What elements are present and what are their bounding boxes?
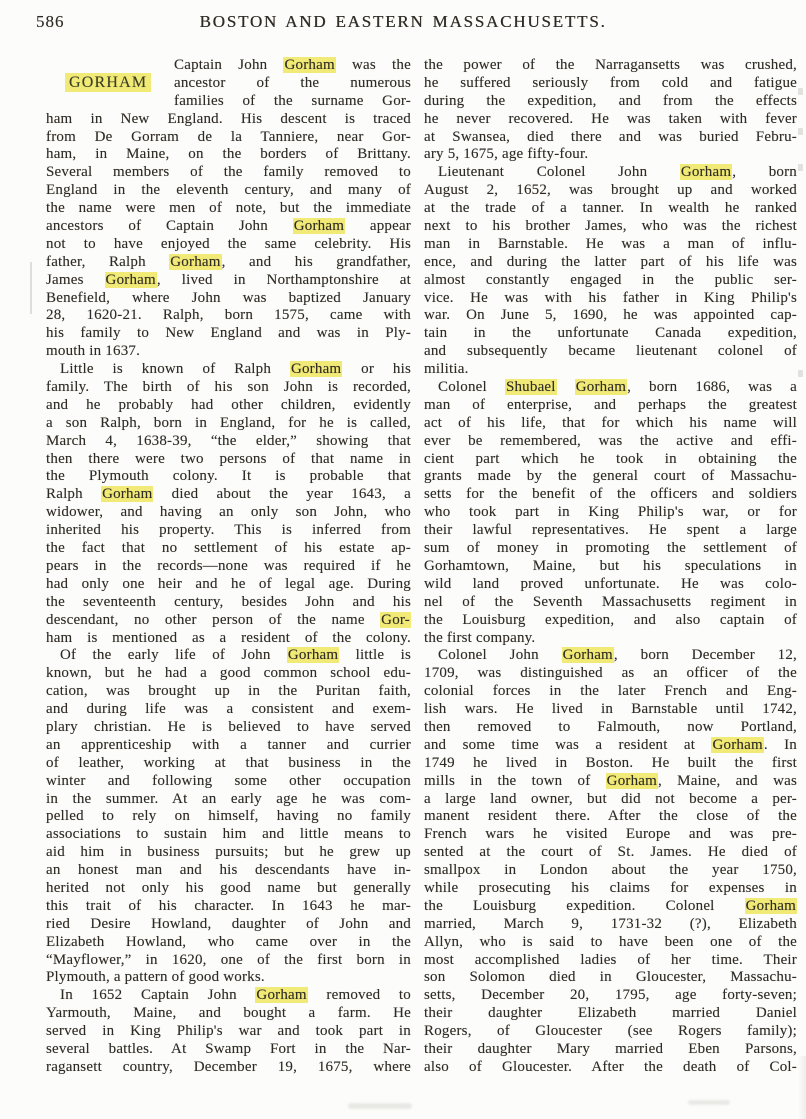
text-line bbox=[424, 844, 797, 862]
page-number: 586 bbox=[36, 12, 65, 31]
text-run: the Louisburg expedition, and also captain of bbox=[424, 611, 797, 628]
text-line bbox=[46, 540, 411, 558]
text-line bbox=[424, 773, 797, 791]
text-run: married, March 9, 1731-32 (?), Elizabeth bbox=[424, 915, 797, 932]
text-run: associations to sustain him and little means to bbox=[46, 826, 411, 843]
text-line bbox=[46, 164, 411, 182]
text-run: In 1652 Captain John bbox=[60, 987, 256, 1004]
text-run: almost constantly engaged in the public ser- bbox=[424, 271, 797, 288]
text-run: Several members of the family removed to bbox=[46, 164, 411, 181]
text-line bbox=[424, 558, 797, 576]
scan-artifact bbox=[348, 1103, 412, 1109]
text-run: and subsequently became lieutenant colonel of bbox=[424, 343, 797, 360]
search-highlight: Gorham bbox=[105, 271, 156, 288]
text-line bbox=[46, 397, 411, 415]
text-line bbox=[424, 146, 797, 164]
text-run: ary 5, 1675, age fifty-four. bbox=[424, 146, 589, 163]
text-line bbox=[424, 630, 797, 648]
text-run: manent resident there. After the close of the bbox=[424, 808, 797, 825]
text-line bbox=[46, 737, 411, 755]
text-run: while prosecuting his claims for expenses in bbox=[424, 879, 797, 896]
text-line bbox=[46, 379, 411, 397]
text-run: then there were two persons of that name in bbox=[46, 450, 411, 467]
text-run: was the bbox=[335, 57, 411, 73]
text-line bbox=[46, 325, 411, 343]
text-line bbox=[424, 665, 797, 683]
text-run: or his bbox=[342, 361, 412, 378]
text-line bbox=[424, 898, 797, 916]
text-line bbox=[424, 129, 797, 147]
text-run: ancestors of Captain John bbox=[46, 218, 293, 235]
text-run: man of enterprise, and perhaps the greatest bbox=[424, 396, 797, 413]
text-line bbox=[46, 200, 411, 218]
text-line bbox=[424, 934, 797, 952]
text-run: had only one heir and he of legal age. During bbox=[46, 575, 411, 592]
text-line bbox=[46, 1041, 411, 1059]
text-run: cation, was brought up in the Puritan faith, bbox=[46, 683, 411, 700]
text-line bbox=[424, 1041, 797, 1059]
text-run: Of the early life of John bbox=[60, 647, 287, 664]
text-run: cient part which he took in obtaining the bbox=[424, 450, 797, 467]
text-line bbox=[424, 969, 797, 987]
text-line bbox=[46, 486, 411, 504]
text-run: ragansett country, December 19, 1675, where bbox=[46, 1058, 411, 1075]
text-line bbox=[46, 576, 411, 594]
text-run: “Mayflower,” in 1620, one of the first born in bbox=[46, 951, 411, 968]
text-line bbox=[424, 451, 797, 469]
text-run: sum of money in promoting the settlement of bbox=[424, 540, 797, 557]
text-run: appear bbox=[345, 218, 411, 235]
text-run: from De Gorram de la Tanniere, near Gor- bbox=[46, 128, 411, 145]
text-run: August 2, 1652, was brought up and worked bbox=[424, 182, 797, 199]
text-run: Elizabeth Howland, who came over in the bbox=[46, 933, 411, 950]
text-run: pears in the records—none was required if he bbox=[46, 557, 411, 574]
text-run bbox=[557, 379, 575, 395]
search-highlight: Gor- bbox=[381, 611, 410, 628]
text-run: 28, 1620-21. Ralph, born 1575, came with bbox=[46, 307, 411, 324]
text-run: Benefield, where John was baptized January bbox=[46, 289, 411, 306]
text-line bbox=[46, 862, 411, 880]
text-line bbox=[424, 361, 797, 379]
text-run: removed to bbox=[307, 987, 411, 1004]
text-run: descendant, no other person of the name bbox=[46, 611, 381, 628]
text-line bbox=[46, 844, 411, 862]
text-run: smallpox in London about the year 1750, bbox=[424, 862, 797, 879]
text-line bbox=[46, 808, 411, 826]
text-run: in the summer. At an early age he was com- bbox=[46, 790, 411, 807]
text-run: Rogers, of Gloucester (see Rogers family); bbox=[424, 1023, 797, 1040]
text-line bbox=[46, 468, 411, 486]
text-line bbox=[424, 325, 797, 343]
text-run: mills in the town of bbox=[424, 772, 606, 789]
text-line bbox=[46, 630, 411, 648]
text-line bbox=[174, 57, 411, 75]
text-run: mouth in 1637. bbox=[46, 343, 141, 360]
text-line bbox=[46, 111, 411, 129]
text-line bbox=[424, 862, 797, 880]
text-run: at the trade of a tanner. In wealth he ranked bbox=[424, 200, 797, 217]
text-run: at Swansea, died there and was buried Febru- bbox=[424, 128, 797, 145]
text-line bbox=[424, 433, 797, 451]
text-run: who took part in King Philip's war, or for bbox=[424, 504, 797, 521]
text-run: grants made by the general court of Massachu- bbox=[424, 468, 797, 485]
text-line bbox=[424, 182, 797, 200]
text-line bbox=[46, 1005, 411, 1023]
text-line bbox=[46, 218, 411, 236]
text-run: the seventeenth century, besides John and his bbox=[46, 593, 411, 610]
text-line bbox=[46, 558, 411, 576]
text-line bbox=[46, 898, 411, 916]
text-line bbox=[46, 307, 411, 325]
text-run: colonial forces in the later French and Eng- bbox=[424, 683, 797, 700]
text-line bbox=[424, 307, 797, 325]
search-highlight: Gorham bbox=[256, 987, 307, 1004]
search-highlight: GORHAM bbox=[65, 73, 151, 92]
text-line bbox=[424, 254, 797, 272]
text-line bbox=[424, 719, 797, 737]
text-run: an apprenticeship with a tanner and currier bbox=[46, 736, 411, 753]
text-run: he never recovered. He was taken with fever bbox=[424, 110, 797, 127]
running-header: BOSTON AND EASTERN MASSACHUSETTS. bbox=[199, 12, 607, 31]
text-line bbox=[46, 146, 411, 164]
text-run: Gorhamtown, Maine, but his speculations in bbox=[424, 557, 797, 574]
search-highlight: Shubael bbox=[505, 379, 556, 396]
text-line bbox=[424, 468, 797, 486]
text-run: their daughter Elizabeth married Daniel bbox=[424, 1005, 797, 1022]
text-run: families of the surname Gor- bbox=[174, 92, 411, 109]
text-line bbox=[46, 182, 411, 200]
text-run: ried Desire Howland, daughter of John and bbox=[46, 915, 411, 932]
search-highlight: Gorham bbox=[102, 486, 153, 503]
text-run: act of his life, that for which his name will bbox=[424, 414, 797, 431]
search-highlight: Gorham bbox=[170, 253, 221, 270]
text-run: next to his brother James, who was the richest bbox=[424, 218, 797, 235]
text-line bbox=[424, 701, 797, 719]
text-line bbox=[46, 934, 411, 952]
text-line bbox=[46, 916, 411, 934]
text-run: , Maine, and was bbox=[658, 772, 797, 789]
text-line bbox=[424, 683, 797, 701]
text-line bbox=[46, 1023, 411, 1041]
text-run: little is bbox=[339, 647, 411, 664]
text-line bbox=[424, 164, 797, 182]
text-run: not to have enjoyed the same celebrity. His bbox=[46, 235, 411, 252]
text-line bbox=[46, 1059, 411, 1077]
text-run: , born bbox=[732, 164, 797, 181]
text-run: the Plymouth colony. It is probable that bbox=[46, 468, 411, 485]
text-run: winter and following some other occupation bbox=[46, 772, 411, 789]
text-run: ham, in Maine, on the borders of Brittany. bbox=[46, 146, 411, 163]
text-run: died about the year 1643, a bbox=[153, 486, 411, 503]
text-run: 1709, was distinguished as an officer of the bbox=[424, 665, 797, 682]
text-run: England in the eleventh century, and many of bbox=[46, 182, 411, 199]
text-run: ancestor of the numerous bbox=[174, 74, 411, 91]
text-line bbox=[424, 522, 797, 540]
text-line bbox=[46, 236, 411, 254]
text-run: Ralph bbox=[46, 486, 102, 503]
text-run: family. The birth of his son John is recorded, bbox=[46, 379, 411, 396]
text-columns bbox=[0, 57, 806, 1077]
text-line bbox=[424, 379, 797, 397]
text-line bbox=[424, 916, 797, 934]
text-line bbox=[424, 952, 797, 970]
text-line bbox=[424, 504, 797, 522]
text-line bbox=[424, 75, 797, 93]
text-run: the first company. bbox=[424, 629, 536, 646]
search-highlight: Gorham bbox=[562, 647, 613, 664]
text-line bbox=[46, 719, 411, 737]
text-line bbox=[424, 93, 797, 111]
text-line bbox=[424, 826, 797, 844]
search-highlight: Gorham bbox=[284, 57, 335, 73]
text-run: inherited his property. This is inferred from bbox=[46, 522, 411, 539]
text-line bbox=[46, 433, 411, 451]
text-run: a son Ralph, born in England, for he is called, bbox=[46, 414, 411, 431]
text-line bbox=[46, 952, 411, 970]
text-run: March 4, 1638-39, “the elder,” showing that bbox=[46, 432, 411, 449]
text-line bbox=[424, 57, 797, 75]
text-run: their daughter Mary married Eben Parsons, bbox=[424, 1040, 797, 1057]
text-line bbox=[424, 1005, 797, 1023]
text-run: the power of the Narragansetts was crushed, bbox=[424, 57, 797, 73]
search-highlight: Gorham bbox=[745, 897, 796, 914]
text-line bbox=[424, 1059, 797, 1077]
text-line bbox=[46, 415, 411, 433]
search-highlight: Gorham bbox=[680, 164, 732, 181]
text-run: , lived in Northamptonshire at bbox=[156, 271, 411, 288]
text-run: ence, and during the latter part of his life was bbox=[424, 253, 797, 270]
text-line bbox=[424, 290, 797, 308]
text-run: this trait of his character. In 1643 he mar- bbox=[46, 897, 411, 914]
search-highlight: Gorham bbox=[575, 379, 627, 396]
search-highlight: Gorham bbox=[287, 647, 339, 664]
text-run: aid him in business pursuits; but he grew up bbox=[46, 844, 411, 861]
text-run: plary christian. He is believed to have served bbox=[46, 718, 411, 735]
text-run: Allyn, who is said to have been one of the bbox=[424, 933, 797, 950]
text-line bbox=[46, 755, 411, 773]
text-line bbox=[46, 612, 411, 630]
text-run: . In bbox=[763, 736, 797, 753]
text-line bbox=[46, 701, 411, 719]
right-column bbox=[424, 57, 797, 1077]
text-run: setts for the benefit of the officers and soldiers bbox=[424, 486, 797, 503]
text-line bbox=[424, 987, 797, 1005]
text-run: Colonel John bbox=[438, 647, 562, 664]
text-run: then removed to Falmouth, now Portland, bbox=[424, 718, 797, 735]
text-run: ham is mentioned as a resident of the colony. bbox=[46, 629, 411, 646]
text-run: , and his grandfather, bbox=[221, 253, 411, 270]
text-run: 1749 he lived in Boston. He built the first bbox=[424, 754, 797, 771]
text-run: tain in the unfortunate Canada expedition, bbox=[424, 325, 797, 342]
text-line bbox=[424, 200, 797, 218]
text-run: widower, and having an only son John, who bbox=[46, 504, 411, 521]
text-line bbox=[424, 236, 797, 254]
text-line bbox=[424, 576, 797, 594]
text-run: Captain John bbox=[174, 57, 284, 73]
text-line bbox=[46, 594, 411, 612]
text-line bbox=[424, 791, 797, 809]
text-line bbox=[424, 397, 797, 415]
text-line bbox=[46, 522, 411, 540]
text-line bbox=[424, 415, 797, 433]
text-run: man in Barnstable. He was a man of influ- bbox=[424, 235, 797, 252]
text-run: a large land owner, but did not become a per- bbox=[424, 790, 797, 807]
text-run: setts, December 20, 1795, age forty-seven; bbox=[424, 987, 797, 1004]
text-run: the name were men of note, but the immediate bbox=[46, 200, 411, 217]
text-run: their lawful representatives. He spent a large bbox=[424, 522, 797, 539]
text-line bbox=[424, 111, 797, 129]
text-line bbox=[424, 343, 797, 361]
text-run: the fact that no settlement of his estate ap- bbox=[46, 540, 411, 557]
text-run: James bbox=[46, 271, 105, 288]
text-line bbox=[46, 129, 411, 147]
text-run: Colonel bbox=[438, 379, 505, 396]
text-line bbox=[46, 826, 411, 844]
text-run: militia. bbox=[424, 361, 469, 378]
text-line bbox=[46, 451, 411, 469]
text-run: served in King Philip's war and took part in bbox=[46, 1023, 411, 1040]
text-run: lish wars. He lived in Barnstable until 1742, bbox=[424, 701, 797, 718]
text-run: sented at the court of St. James. He died of bbox=[424, 844, 797, 861]
text-run: of leather, working at that business in the bbox=[46, 754, 411, 771]
text-run: Yarmouth, Maine, and bought a farm. He bbox=[46, 1005, 411, 1022]
text-line bbox=[424, 880, 797, 898]
left-column bbox=[46, 57, 411, 1077]
text-run: during the expedition, and from the effects bbox=[424, 92, 797, 109]
search-highlight: Gorham bbox=[293, 218, 345, 235]
text-run: and he probably had other children, evidently bbox=[46, 396, 411, 413]
text-run: he suffered seriously from cold and fatigue bbox=[424, 74, 797, 91]
text-line bbox=[46, 665, 411, 683]
text-run: French wars he visited Europe and was pre- bbox=[424, 826, 797, 843]
text-run: his family to New England and was in Ply- bbox=[46, 325, 411, 342]
text-run: Little is known of Ralph bbox=[60, 361, 290, 378]
text-line bbox=[424, 218, 797, 236]
text-line bbox=[46, 290, 411, 308]
text-run: pelled to rely on himself, having no family bbox=[46, 808, 411, 825]
text-run: son Solomon died in Gloucester, Massachu- bbox=[424, 969, 797, 986]
text-run: nel of the Seventh Massachusetts regiment in bbox=[424, 593, 797, 610]
text-run: the Louisburg expedition. Colonel bbox=[424, 897, 745, 914]
text-run: vice. He was with his father in King Philip's bbox=[424, 289, 797, 306]
text-line bbox=[46, 773, 411, 791]
text-run: herited not only his good name but generally bbox=[46, 879, 411, 896]
scan-artifact bbox=[688, 1100, 730, 1105]
search-highlight: Gorham bbox=[712, 736, 763, 753]
text-run: , born 1686, was a bbox=[627, 379, 797, 396]
text-line bbox=[174, 93, 411, 111]
search-highlight: Gorham bbox=[606, 772, 658, 789]
text-line bbox=[46, 647, 411, 665]
text-run: , born December 12, bbox=[613, 647, 798, 664]
text-run: most accomplished ladies of her time. Their bbox=[424, 951, 797, 968]
text-run: ever be remembered, was the active and effi- bbox=[424, 432, 797, 449]
text-run: and some time was a resident at bbox=[424, 736, 712, 753]
text-line bbox=[46, 969, 411, 987]
text-line bbox=[424, 540, 797, 558]
text-line bbox=[174, 75, 411, 93]
text-line bbox=[46, 791, 411, 809]
text-run: Plymouth, a pattern of good works. bbox=[46, 969, 265, 986]
text-run: ham in New England. His descent is traced bbox=[46, 110, 411, 127]
text-line bbox=[46, 504, 411, 522]
text-line bbox=[46, 343, 411, 361]
text-run: war. On June 5, 1690, he was appointed cap- bbox=[424, 307, 797, 324]
margin-surname-label bbox=[65, 74, 151, 92]
text-run: several battles. At Swamp Fort in the Nar- bbox=[46, 1040, 411, 1057]
text-run: known, but he had a good common school edu- bbox=[46, 665, 411, 682]
text-line bbox=[424, 612, 797, 630]
text-line bbox=[424, 755, 797, 773]
text-line bbox=[424, 486, 797, 504]
text-run: wild land proved unfortunate. He was colo- bbox=[424, 575, 797, 592]
text-line bbox=[424, 808, 797, 826]
text-line bbox=[424, 272, 797, 290]
text-line bbox=[424, 647, 797, 665]
text-line bbox=[46, 683, 411, 701]
search-highlight: Gorham bbox=[290, 361, 342, 378]
text-line bbox=[424, 594, 797, 612]
text-line bbox=[46, 272, 411, 290]
text-line bbox=[424, 1023, 797, 1041]
text-run: father, Ralph bbox=[46, 253, 170, 270]
text-run: an honest man and his descendants have in- bbox=[46, 862, 411, 879]
text-run: also of Gloucester. After the death of Col- bbox=[424, 1058, 797, 1075]
text-run: and during life was a consistent and exem- bbox=[46, 701, 411, 718]
text-line bbox=[46, 361, 411, 379]
text-run: Lieutenant Colonel John bbox=[438, 164, 680, 181]
text-line bbox=[46, 987, 411, 1005]
text-line bbox=[46, 254, 411, 272]
text-line bbox=[424, 737, 797, 755]
text-line bbox=[46, 880, 411, 898]
